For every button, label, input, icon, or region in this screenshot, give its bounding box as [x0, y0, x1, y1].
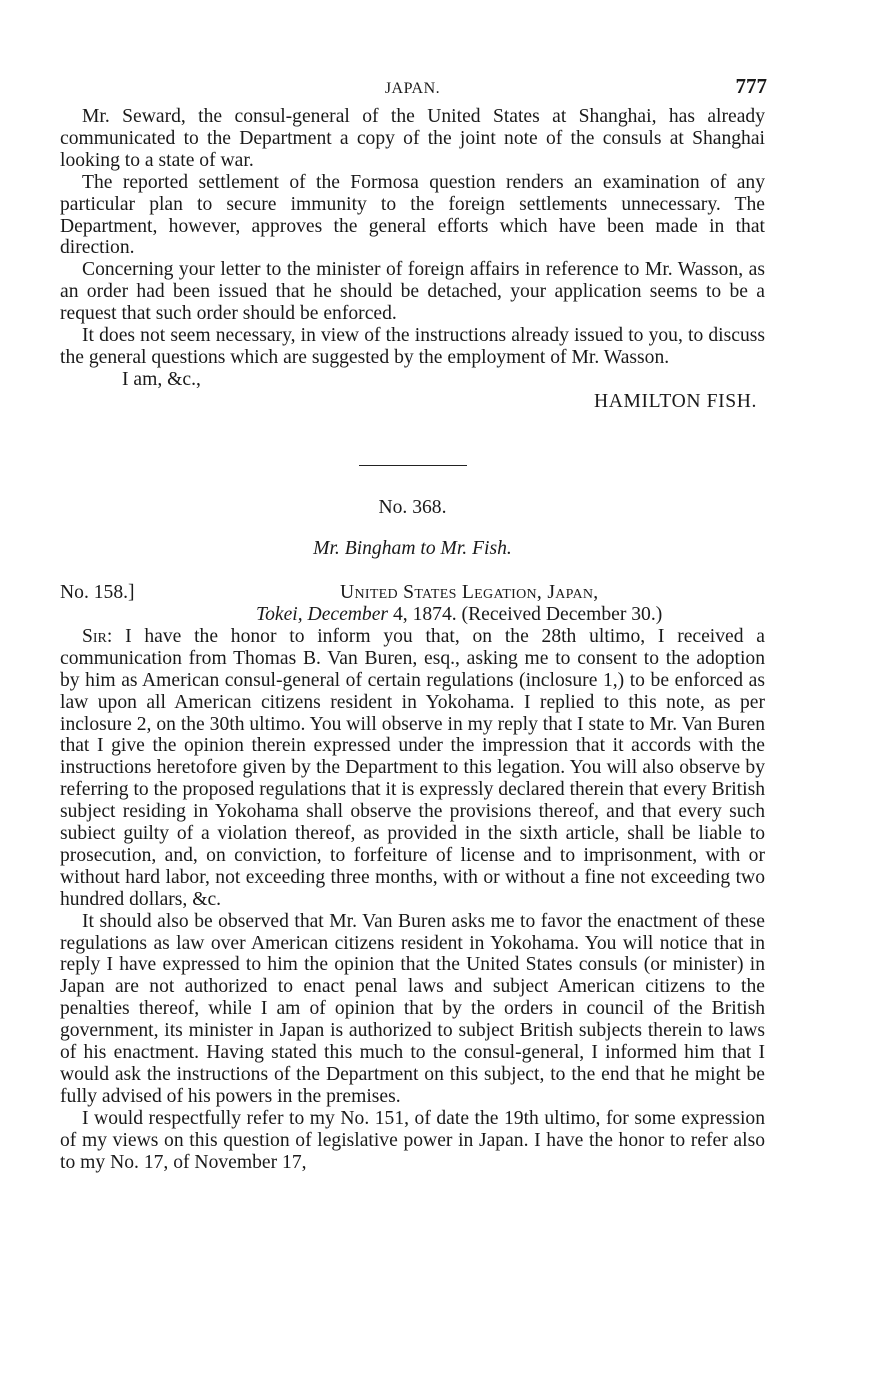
dateline: [256, 604, 662, 626]
document-page: [60, 70, 765, 1174]
paragraph-text: I have the honor to inform you that, on the 28th ultimo, I received a communication from Thomas B. Van Buren, esq., asking me to consent to the adoption by him as American consul-general of certain regulations (inclosure 1,) to be enforced as law upon all American citizens resident in Yokohama. I replied to this note, as per inclosure 2, on the 30th ultimo. You will observe in my reply that I state to Mr. Van Buren that I give the opinion therein expressed under the impression that it accords with the instructions heretofore given by the Department to this legation. You will also observe by referring to the proposed regulations that it is expressly declared therein that every British subject residing in Yokohama shall observe the provisions thereof, and that every such subiect guilty of a violation thereof, as provided in the sixth article, shall be liable to prosecution, and, on conviction, to forfeiture of license and to imprisonment, with or without hard labor, not exceeding three months, with or without a fine not exceeding two hundred dollars, &c.: [60, 625, 765, 910]
place: Tokei,: [256, 603, 303, 625]
document-number: No. 368.: [378, 496, 447, 518]
letter-two-body: [60, 626, 765, 1174]
paragraph: It should also be observed that Mr. Van Buren asks me to favor the enactment of these regulations as law over American citizens resident in Yokohama. You will notice that in reply I have expressed to him the opinion that the United States consuls (or minister) in Japan are not authorized to enact penal laws and subject American citizens to the penalties thereof, while I am of opinion that by the orders in council of the British government, its minister in Japan is authorized to subject British subjects therein to laws of his enactment. Having stated this much to the consul-general, I informed him that I would ask the instructions of the Department on this subject, to the end that he might be fully advised of his powers in the premises.: [60, 910, 765, 1107]
running-header: [60, 70, 765, 106]
paragraph: It does not seem necessary, in view of the instructions already issued to you, to discuss the general questions which are suggested by the employment of Mr. Wasson.: [60, 325, 765, 368]
running-title: JAPAN.: [384, 80, 441, 97]
paragraph: [60, 626, 765, 911]
salutation: Sir:: [82, 625, 113, 647]
letter-one-body: [60, 106, 765, 369]
section-divider: [359, 465, 467, 466]
closing: I am, &c.,: [122, 368, 201, 390]
signature: HAMILTON FISH.: [594, 390, 757, 412]
despatch-number: No. 158.]: [60, 581, 135, 603]
date-rest: 4, 1874. (Received December 30.): [392, 603, 663, 625]
date-month: December: [307, 603, 389, 625]
paragraph: Concerning your letter to the minister of foreign affairs in reference to Mr. Wasson, as an order had been issued that he should be detached, your application seems to be a request that such order should be enforced.: [60, 259, 765, 325]
document-heading: Mr. Bingham to Mr. Fish.: [313, 537, 512, 559]
paragraph: Mr. Seward, the consul-general of the United States at Shanghai, has already communicated to the Department a copy of the joint note of the consuls at Shanghai looking to a state of war.: [60, 106, 765, 171]
legation-name: United States Legation, Japan,: [340, 581, 599, 603]
letter-header: [60, 582, 765, 626]
page-number: 777: [735, 74, 767, 98]
paragraph: I would respectfully refer to my No. 151, of date the 19th ultimo, for some expression of my views on this question of legislative power in Japan. I have the honor to refer also to my No. 17, of November 17,: [60, 1107, 765, 1173]
paragraph: The reported settlement of the Formosa question renders an examination of any particular plan to secure immunity to the foreign settlements unnecessary. The Department, however, approves the general efforts which have been made in that direction.: [60, 171, 765, 259]
